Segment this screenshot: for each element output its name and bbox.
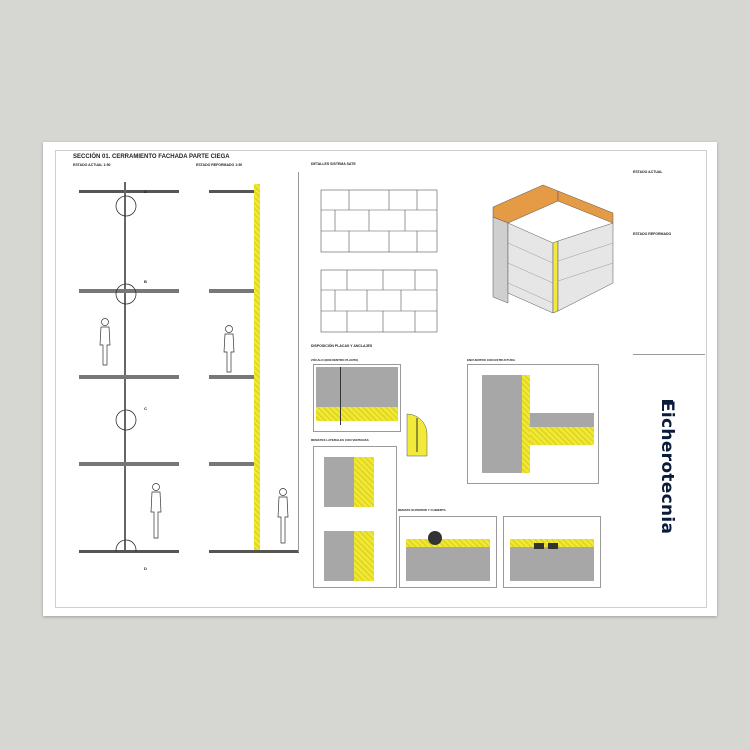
block-b-title: ENCUENTRO CON ESTRUCTURA <box>467 358 515 362</box>
detail-callouts-actual <box>112 182 142 552</box>
human-figure-icon-2 <box>146 482 166 542</box>
brand-name: Ficherotecnia <box>657 400 677 535</box>
fixings-title: DISPOSICIÓN PLACAS Y ANCLAJES <box>311 344 373 348</box>
sheet-title: SECCIÓN 01. CERRAMIENTO FACHADA PARTE CIEGA <box>73 154 230 160</box>
isometric-corner-drawing <box>483 177 633 317</box>
detail-block-c <box>313 446 397 588</box>
block-d-title: REMATE SUPERIOR Y CUBIERTA <box>398 508 446 512</box>
level-a: A <box>144 189 147 194</box>
level-d: D <box>144 566 147 571</box>
col2-label: ESTADO REFORMADO 1:50 <box>196 163 243 167</box>
level-b: B <box>144 279 147 284</box>
detail-block-b <box>467 364 599 484</box>
human-figure-icon-4 <box>273 487 293 547</box>
board-layout-drawing <box>317 170 457 340</box>
block-a-title: ZÓCALO (ENCUENTRO PLANTA) <box>311 358 359 362</box>
detail-title: DETALLES SISTEMA SATE <box>311 162 356 166</box>
brand-logo <box>657 400 697 550</box>
block-c-title: REMATES LATERALES CON VENTANAS <box>311 438 369 442</box>
insulation-layer <box>254 184 260 552</box>
col1-label: ESTADO ACTUAL 1:50 <box>73 163 111 167</box>
human-figure-icon <box>95 317 115 367</box>
detail-block-d2 <box>503 516 601 588</box>
detail-block-d1 <box>399 516 497 588</box>
drawing-sheet <box>43 142 717 616</box>
legend-reform-title: ESTADO REFORMADO <box>633 232 672 236</box>
level-c: C <box>144 406 147 411</box>
anchor-plug-icon <box>405 412 431 458</box>
legend-actual-title: ESTADO ACTUAL <box>633 170 663 174</box>
human-figure-icon-3 <box>219 324 239 374</box>
detail-block-a <box>313 364 401 432</box>
